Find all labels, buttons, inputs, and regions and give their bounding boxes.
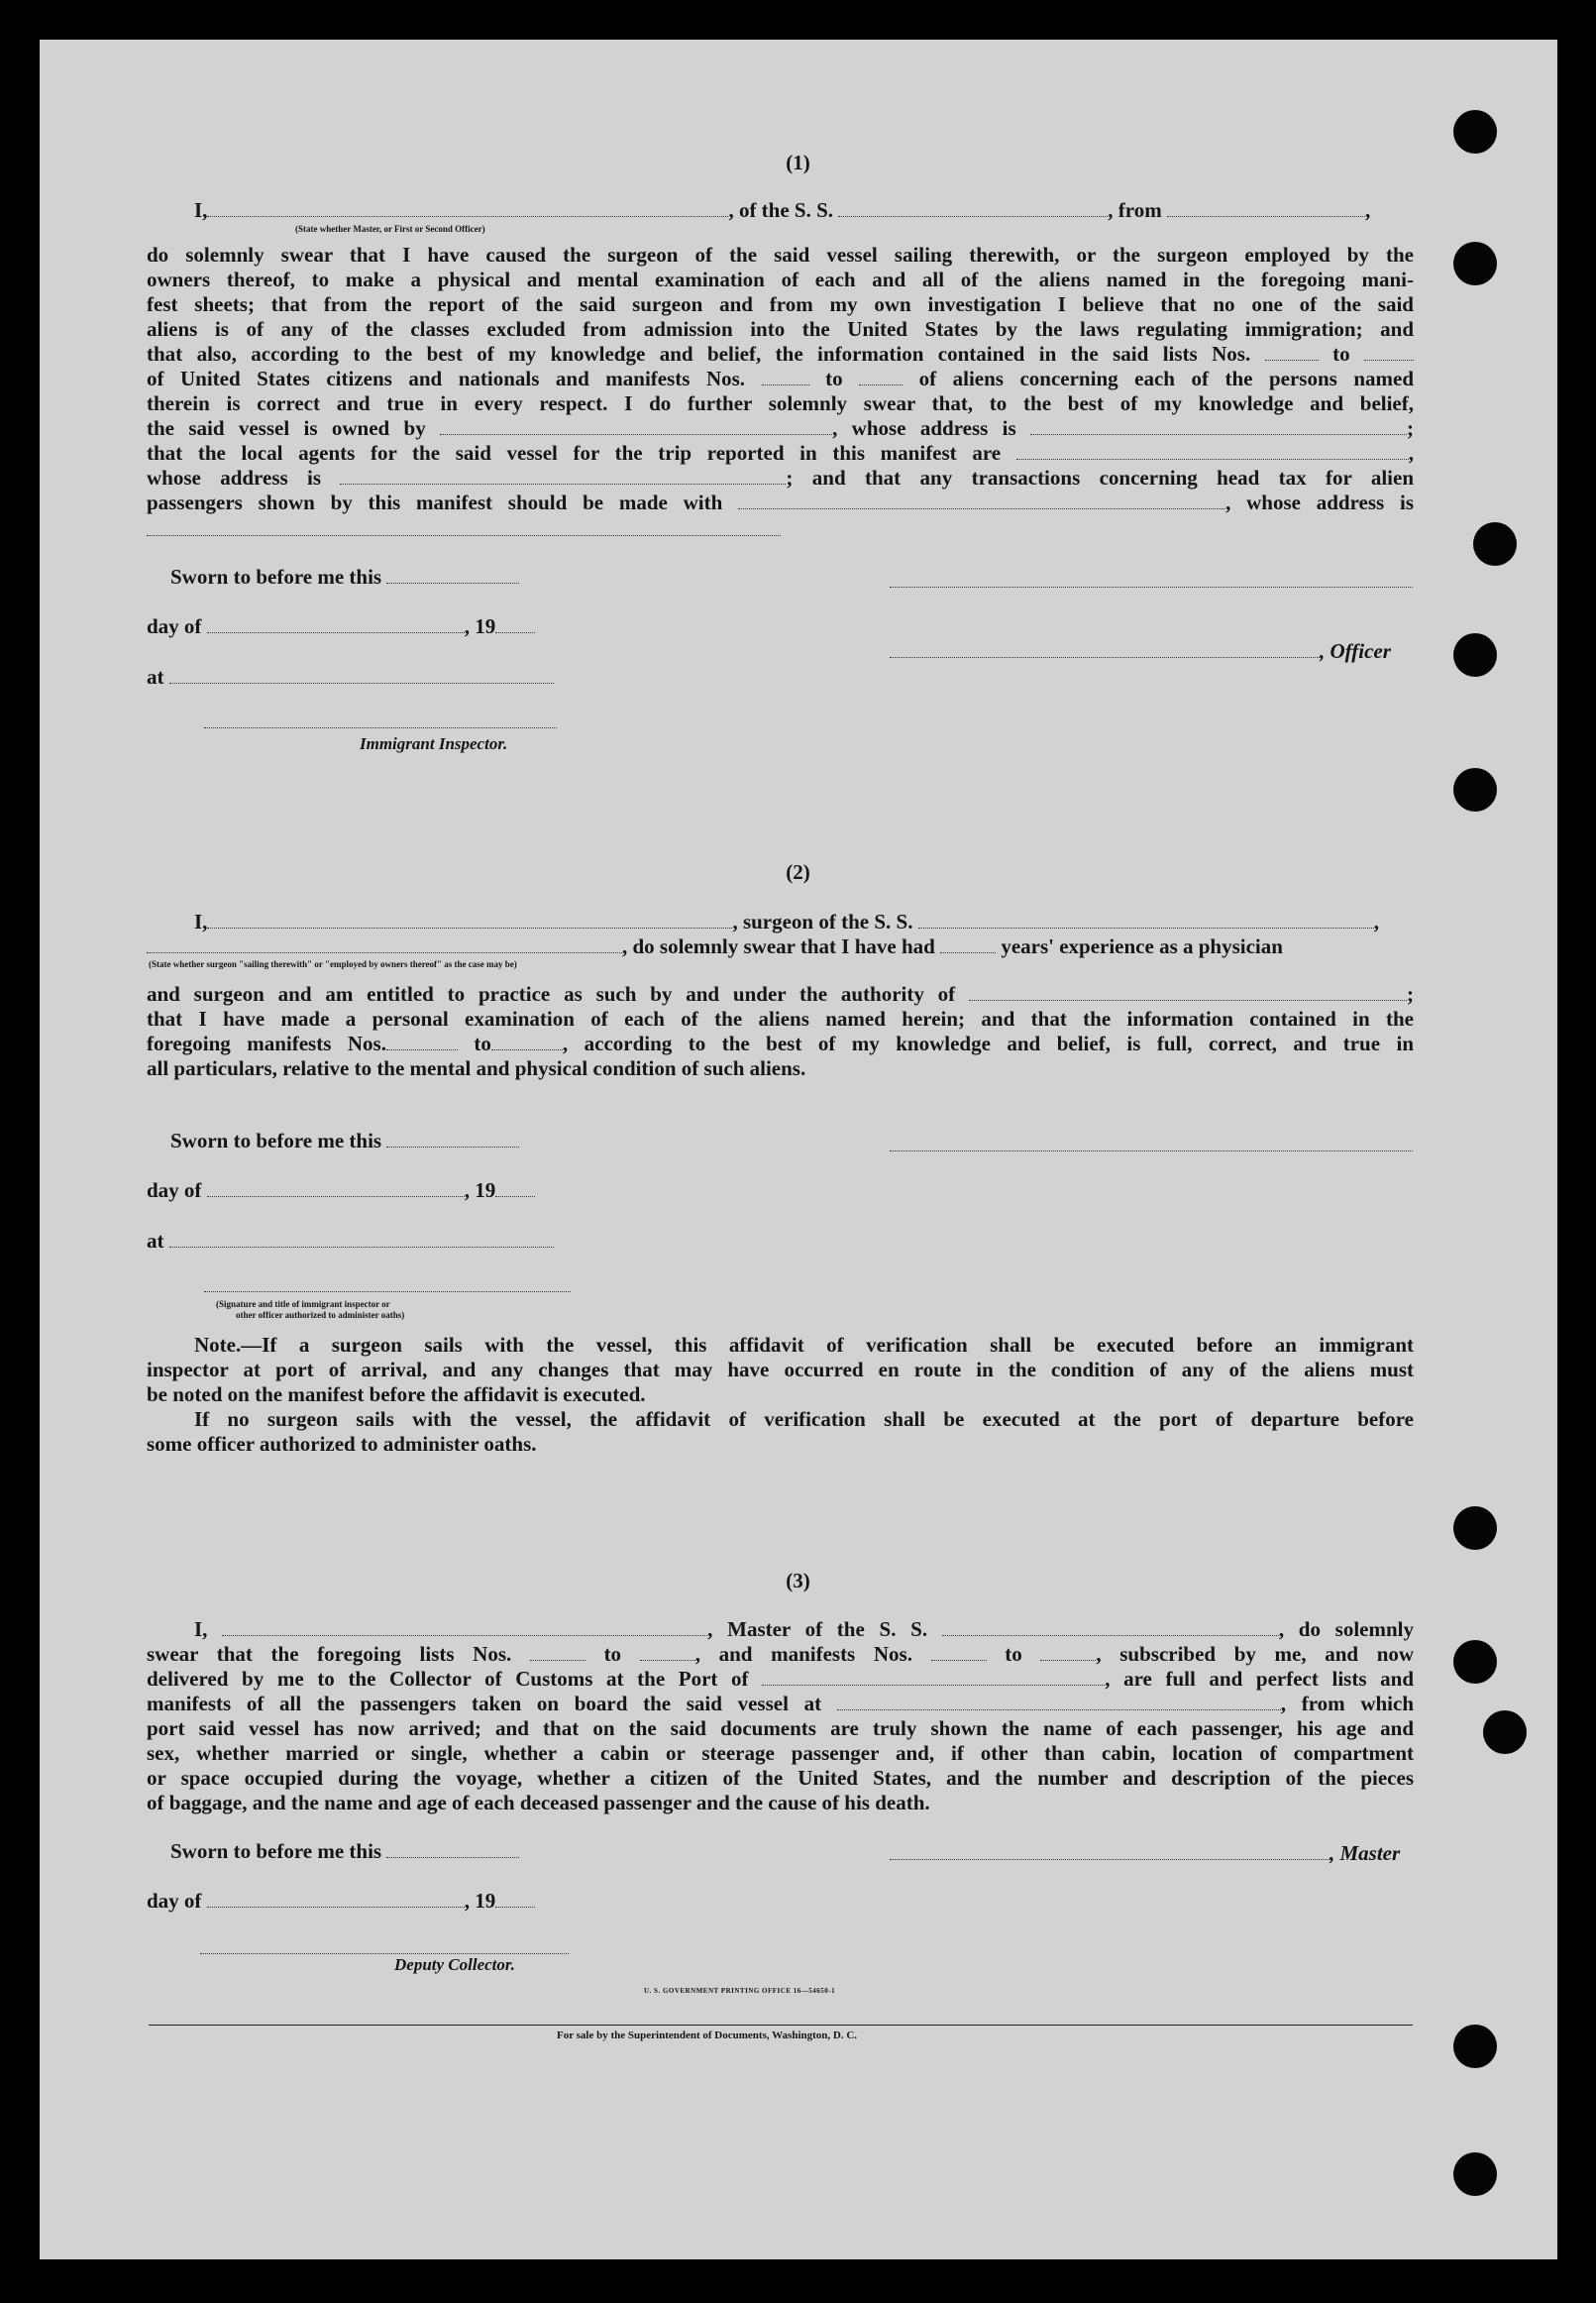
punch-hole <box>1453 242 1497 285</box>
arrival-port-field[interactable] <box>762 1671 1105 1686</box>
manifests-from-field[interactable] <box>762 371 809 385</box>
s1-year-field[interactable] <box>495 618 535 633</box>
surgeon-note: Note.—If a surgeon sails with the vessel, this affidavit of verification shall be executed before an immigrant inspector at port of arrival, and any changes that may have occurred en route in the condition of any of the aliens must be noted on the manifest before the affidavit is executed. If no surgeon sails with the vessel, the affidavit of verification shall be executed at the port of departure before some officer authorized to administer oaths. <box>147 1333 1414 1456</box>
s3-sworn-date-field[interactable] <box>386 1843 519 1858</box>
punch-hole <box>1453 2152 1497 2196</box>
s3-manifests-to-field[interactable] <box>1040 1646 1096 1661</box>
embarkation-port-field[interactable] <box>837 1696 1281 1710</box>
punch-hole <box>1453 110 1497 154</box>
s2-sworn-date-field[interactable] <box>386 1133 519 1148</box>
s1-ss-label: , of the S. S. <box>728 198 834 222</box>
officer-name-field[interactable] <box>207 202 728 217</box>
s1-i-label: I, <box>194 198 208 222</box>
citizen-lists-to-field[interactable] <box>1364 346 1414 361</box>
s1-sworn-date-field[interactable] <box>386 569 519 584</box>
surgeon-signature-line[interactable] <box>890 1151 1413 1152</box>
punch-hole <box>1453 768 1497 812</box>
footer-rule <box>149 2025 1413 2026</box>
s3-day-of-field[interactable] <box>207 1893 465 1908</box>
owner-address-field[interactable] <box>1030 420 1407 435</box>
inspector-signature-line[interactable] <box>204 727 557 728</box>
master-name-field[interactable] <box>222 1621 707 1636</box>
punch-hole <box>1483 1710 1527 1754</box>
gpo-imprint: U. S. GOVERNMENT PRINTING OFFICE 16—54650-1 <box>644 1987 836 1995</box>
surgeon-status-note: (State whether surgeon "sailing therewith" or "employed by owners thereof" as the case may be) <box>149 959 517 969</box>
citizen-lists-from-field[interactable] <box>1265 346 1319 361</box>
master-signature-field[interactable] <box>890 1845 1330 1860</box>
signature-note-line2: other officer authorized to administer oaths) <box>236 1310 405 1320</box>
s3-year-field[interactable] <box>495 1893 535 1908</box>
s1-from-label: , from <box>1108 198 1162 222</box>
local-agents-field[interactable] <box>1016 445 1409 460</box>
s3-lists-from-field[interactable] <box>530 1646 585 1661</box>
s3-lists-to-field[interactable] <box>640 1646 695 1661</box>
s2-year-field[interactable] <box>495 1182 535 1197</box>
s2-day-of-field[interactable] <box>207 1182 465 1197</box>
s2-manifests-from-field[interactable] <box>386 1036 458 1050</box>
vessel-owner-field[interactable] <box>440 420 832 435</box>
punch-hole <box>1473 522 1517 566</box>
officer-signature-line[interactable] <box>890 587 1413 588</box>
punch-hole <box>1453 1640 1497 1684</box>
punch-hole <box>1453 2025 1497 2068</box>
section-2-affidavit: and surgeon and am entitled to practice as such by and under the authority of ; that I have made a personal examination of each of the aliens named herein; and that the information contained in the foregoing manifests Nos. to , according to the best of my knowledge and belief, is full, correct, and true in all particulars, relative to the mental and physical condition of such aliens. <box>147 982 1415 1080</box>
s1-at-field[interactable] <box>169 669 554 684</box>
section-1-number: (1) <box>786 151 810 174</box>
s2-manifests-to-field[interactable] <box>491 1036 563 1050</box>
agents-address-field[interactable] <box>340 470 786 485</box>
master-label: , Master <box>1330 1841 1401 1865</box>
officer-rank-note: (State whether Master, or First or Second Officer) <box>295 224 485 234</box>
sale-notice: For sale by the Superintendent of Documents, Washington, D. C. <box>557 2029 858 2041</box>
punch-hole <box>1453 1506 1497 1550</box>
s3-manifests-from-field[interactable] <box>931 1646 987 1661</box>
head-tax-contact-field[interactable] <box>738 494 1225 509</box>
s3-vessel-name-field[interactable] <box>942 1621 1279 1636</box>
officer-label: , Officer <box>1320 639 1391 663</box>
s2-at-field[interactable] <box>169 1233 554 1248</box>
immigrant-inspector-label: Immigrant Inspector. <box>360 734 508 753</box>
punch-hole <box>1453 633 1497 677</box>
deputy-signature-line[interactable] <box>200 1953 569 1954</box>
manifests-to-field[interactable] <box>859 371 903 385</box>
section-2-number: (2) <box>786 860 810 884</box>
years-experience-field[interactable] <box>940 938 996 953</box>
section-3-affidavit: I, , Master of the S. S. , do solemnly swear that the foregoing lists Nos. to , and manifests Nos. to , subscribed by me, and now delivered by me to the Collector of Customs at the Port of , are full and perfect lists and manifests of all the passengers taken on board the said vessel at , from which port said vessel has now arrived; and that on the said documents are truly shown the name of each passenger, his age and sex, whether married or single, whether a cabin or steerage passenger and, if other than cabin, location of compartment or space occupied during the voyage, whether a citizen of the United States, and the number and description of the pieces of baggage, and the name and age of each deceased passenger and the cause of his death. <box>147 1617 1415 1814</box>
deputy-collector-label: Deputy Collector. <box>394 1955 515 1974</box>
section-3-number: (3) <box>786 1569 810 1592</box>
officer-title-field[interactable] <box>890 643 1320 658</box>
s1-sworn-label: Sworn to before me this <box>170 565 382 589</box>
departure-port-field[interactable] <box>1167 202 1365 217</box>
surgeon-status-field[interactable] <box>147 938 622 953</box>
section-1-affidavit: do solemnly swear that I have caused the surgeon of the said vessel sailing therewith, or the surgeon employed by the owners thereof, to make a physical and mental examination of each and all of the aliens named in the foregoing mani- fest sheets; that from the report of the said surgeon and from my own investigation I believe that no one of the said aliens is of any of the classes excluded from admission into the United States by the laws regulating immigration; and that also, according to the best of my knowledge and belief, the information contained in the said lists Nos. to of United States citizens and nationals and manifests Nos. to of aliens concerning each of the persons named therein is correct and true in every respect. I do further solemnly swear that, to the best of my knowledge and belief, the said vessel is owned by , whose address is ; that the local agents for the said vessel for the trip reported in this manifest are , whose address is ; and that any transactions concerning head tax for alien passengers shown by this manifest should be made with , whose address is <box>147 243 1415 514</box>
surgeon-name-field[interactable] <box>207 914 732 929</box>
head-tax-address-field[interactable] <box>147 535 781 536</box>
s2-inspector-signature-line[interactable] <box>204 1291 571 1292</box>
vessel-name-field[interactable] <box>838 202 1108 217</box>
authority-field[interactable] <box>969 986 1407 1001</box>
s1-day-of-field[interactable] <box>207 618 465 633</box>
signature-note-line1: (Signature and title of immigrant inspector or <box>216 1299 390 1309</box>
s2-vessel-name-field[interactable] <box>918 914 1374 929</box>
